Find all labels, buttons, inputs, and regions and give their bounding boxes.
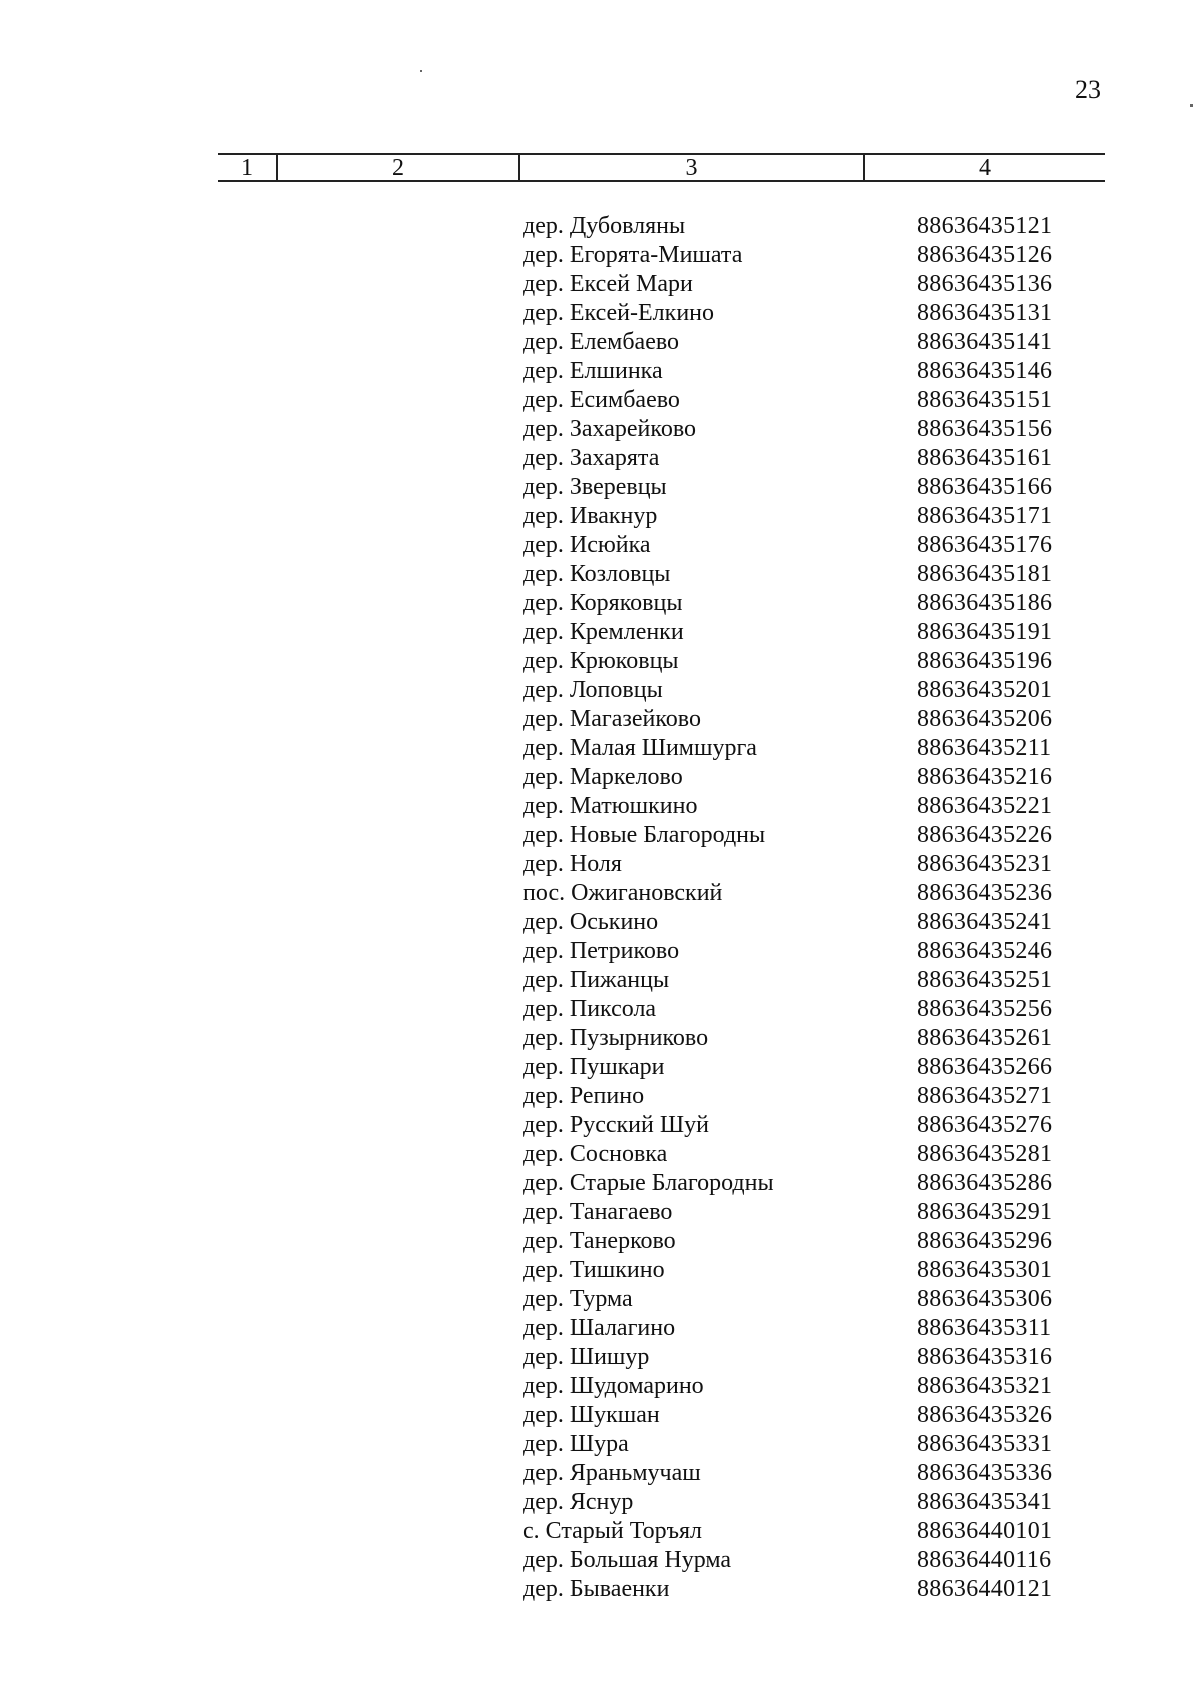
phone-number: 88636435211: [917, 735, 1052, 761]
settlement-name: дер. Малая Шимшурга: [523, 735, 757, 761]
settlement-name: дер. Елембаево: [523, 329, 680, 355]
page-number: 23: [1075, 75, 1101, 104]
phone-number: 88636435161: [917, 445, 1053, 471]
settlement-name: дер. Шудомарино: [523, 1373, 704, 1399]
table-header: [218, 153, 1105, 182]
phone-number: 88636435266: [917, 1054, 1053, 1080]
list-item: [523, 299, 1083, 328]
list-item: [523, 850, 1083, 879]
settlement-name: дер. Яснур: [523, 1489, 634, 1515]
list-item: [523, 241, 1083, 270]
phone-number: 88636435306: [917, 1286, 1053, 1312]
column-header-2: 2: [276, 155, 518, 180]
list-item: [523, 966, 1083, 995]
list-item: [523, 1546, 1083, 1575]
column-header-1: 1: [241, 155, 253, 181]
settlement-name: дер. Ексей Мари: [523, 271, 693, 297]
phone-number: 88636435131: [917, 300, 1053, 326]
list-item: [523, 1314, 1083, 1343]
list-item: [523, 1169, 1083, 1198]
list-item: [523, 1082, 1083, 1111]
settlement-name: дер. Коряковцы: [523, 590, 683, 616]
phone-number: 88636435231: [917, 851, 1053, 877]
phone-number: 88636435271: [917, 1083, 1053, 1109]
list-item: [523, 589, 1083, 618]
phone-number: 88636435316: [917, 1344, 1053, 1370]
list-item: [523, 1024, 1083, 1053]
settlement-name: дер. Крюковцы: [523, 648, 679, 674]
settlement-name: дер. Большая Нурма: [523, 1547, 732, 1573]
list-item: [523, 1459, 1083, 1488]
settlement-name: с. Старый Торъял: [523, 1518, 703, 1544]
list-item: [523, 1198, 1083, 1227]
settlement-phone-list: [523, 212, 1083, 1604]
settlement-name: дер. Оськино: [523, 909, 659, 935]
phone-number: 88636435226: [917, 822, 1053, 848]
settlement-name: дер. Ексей-Елкино: [523, 300, 715, 326]
phone-number: 88636435181: [917, 561, 1053, 587]
settlement-name: дер. Магазейково: [523, 706, 701, 732]
settlement-name: дер. Пижанцы: [523, 967, 670, 993]
list-item: [523, 1111, 1083, 1140]
settlement-name: дер. Козловцы: [523, 561, 671, 587]
phone-number: 88636435281: [917, 1141, 1053, 1167]
column-header-4: 4: [863, 155, 1105, 180]
settlement-name: дер. Новые Благородны: [523, 822, 766, 848]
phone-number: 88636435141: [917, 329, 1053, 355]
list-item: [523, 473, 1083, 502]
settlement-name: дер. Матюшкино: [523, 793, 698, 819]
settlement-name: дер. Старые Благородны: [523, 1170, 774, 1196]
phone-number: 88636435276: [917, 1112, 1053, 1138]
settlement-name: дер. Захарейково: [523, 416, 696, 442]
list-item: [523, 1343, 1083, 1372]
list-item: [523, 676, 1083, 705]
list-item: [523, 1053, 1083, 1082]
settlement-name: дер. Репино: [523, 1083, 645, 1109]
phone-number: 88636435216: [917, 764, 1053, 790]
phone-number: 88636435186: [917, 590, 1053, 616]
list-item: [523, 705, 1083, 734]
settlement-name: дер. Егорята-Мишата: [523, 242, 743, 268]
settlement-name: дер. Шура: [523, 1431, 629, 1457]
phone-number: 88636435176: [917, 532, 1053, 558]
list-item: [523, 1256, 1083, 1285]
list-item: [523, 386, 1083, 415]
phone-number: 88636435136: [917, 271, 1053, 297]
phone-number: 88636435196: [917, 648, 1053, 674]
list-item: [523, 734, 1083, 763]
list-item: [523, 1372, 1083, 1401]
phone-number: 88636435241: [917, 909, 1053, 935]
settlement-name: дер. Шалагино: [523, 1315, 676, 1341]
list-item: [523, 444, 1083, 473]
list-item: [523, 1430, 1083, 1459]
list-item: [523, 560, 1083, 589]
list-item: [523, 1401, 1083, 1430]
settlement-name: дер. Есимбаево: [523, 387, 680, 413]
list-item: [523, 995, 1083, 1024]
list-item: [523, 270, 1083, 299]
list-item: [523, 212, 1083, 241]
list-item: [523, 1575, 1083, 1604]
list-item: [523, 647, 1083, 676]
phone-number: 88636435126: [917, 242, 1053, 268]
phone-number: 88636435191: [917, 619, 1053, 645]
settlement-name: дер. Елшинка: [523, 358, 663, 384]
phone-number: 88636435246: [917, 938, 1053, 964]
phone-number: 88636435221: [917, 793, 1053, 819]
settlement-name: дер. Бываенки: [523, 1576, 670, 1602]
list-item: [523, 1488, 1083, 1517]
settlement-name: дер. Танагаево: [523, 1199, 673, 1225]
phone-number: 88636435331: [917, 1431, 1053, 1457]
settlement-name: дер. Шукшан: [523, 1402, 660, 1428]
list-item: [523, 1517, 1083, 1546]
settlement-name: дер. Лоповцы: [523, 677, 663, 703]
settlement-name: дер. Тишкино: [523, 1257, 665, 1283]
phone-number: 88636435201: [917, 677, 1053, 703]
settlement-name: дер. Яраньмучаш: [523, 1460, 701, 1486]
settlement-name: дер. Зверевцы: [523, 474, 667, 500]
phone-number: 88636435256: [917, 996, 1053, 1022]
column-header-3: 3: [518, 155, 863, 180]
settlement-name: дер. Пузырниково: [523, 1025, 709, 1051]
list-item: [523, 1227, 1083, 1256]
phone-number: 88636435166: [917, 474, 1053, 500]
settlement-name: дер. Маркелово: [523, 764, 683, 790]
phone-number: 88636435321: [917, 1373, 1053, 1399]
phone-number: 88636435151: [917, 387, 1053, 413]
phone-number: 88636435326: [917, 1402, 1053, 1428]
settlement-name: дер. Шишур: [523, 1344, 650, 1370]
settlement-name: дер. Ноля: [523, 851, 622, 877]
settlement-name: дер. Русский Шуй: [523, 1112, 709, 1138]
list-item: [523, 879, 1083, 908]
phone-number: 88636435301: [917, 1257, 1053, 1283]
phone-number: 88636435286: [917, 1170, 1053, 1196]
settlement-name: дер. Пиксола: [523, 996, 657, 1022]
list-item: [523, 763, 1083, 792]
settlement-name: дер. Пушкари: [523, 1054, 665, 1080]
phone-number: 88636435156: [917, 416, 1053, 442]
phone-number: 88636435296: [917, 1228, 1053, 1254]
phone-number: 88636435336: [917, 1460, 1053, 1486]
settlement-name: дер. Захарята: [523, 445, 660, 471]
scan-speck: [1190, 104, 1193, 107]
list-item: [523, 937, 1083, 966]
phone-number: 88636435171: [917, 503, 1053, 529]
phone-number: 88636435341: [917, 1489, 1053, 1515]
list-item: [523, 502, 1083, 531]
list-item: [523, 618, 1083, 647]
settlement-name: дер. Ивакнур: [523, 503, 658, 529]
phone-number: 88636435291: [917, 1199, 1053, 1225]
settlement-name: дер. Танерково: [523, 1228, 676, 1254]
list-item: [523, 792, 1083, 821]
phone-number: 88636435236: [917, 880, 1053, 906]
phone-number: 88636440116: [917, 1547, 1052, 1573]
phone-number: 88636435146: [917, 358, 1053, 384]
phone-number: 88636440121: [917, 1576, 1053, 1602]
phone-number: 88636435261: [917, 1025, 1053, 1051]
list-item: [523, 1140, 1083, 1169]
list-item: [523, 1285, 1083, 1314]
settlement-name: дер. Кремленки: [523, 619, 684, 645]
list-item: [523, 821, 1083, 850]
phone-number: 88636435121: [917, 213, 1053, 239]
list-item: [523, 328, 1083, 357]
scan-speck: [420, 70, 422, 72]
settlement-name: пос. Ожигановский: [523, 880, 723, 906]
list-item: [523, 415, 1083, 444]
settlement-name: дер. Петриково: [523, 938, 680, 964]
settlement-name: дер. Исюйка: [523, 532, 651, 558]
phone-number: 88636435251: [917, 967, 1053, 993]
settlement-name: дер. Сосновка: [523, 1141, 668, 1167]
phone-number: 88636435206: [917, 706, 1053, 732]
list-item: [523, 908, 1083, 937]
list-item: [523, 531, 1083, 560]
settlement-name: дер. Турма: [523, 1286, 633, 1312]
list-item: [523, 357, 1083, 386]
settlement-name: дер. Дубовляны: [523, 213, 686, 239]
phone-number: 88636435311: [917, 1315, 1052, 1341]
phone-number: 88636440101: [917, 1518, 1053, 1544]
